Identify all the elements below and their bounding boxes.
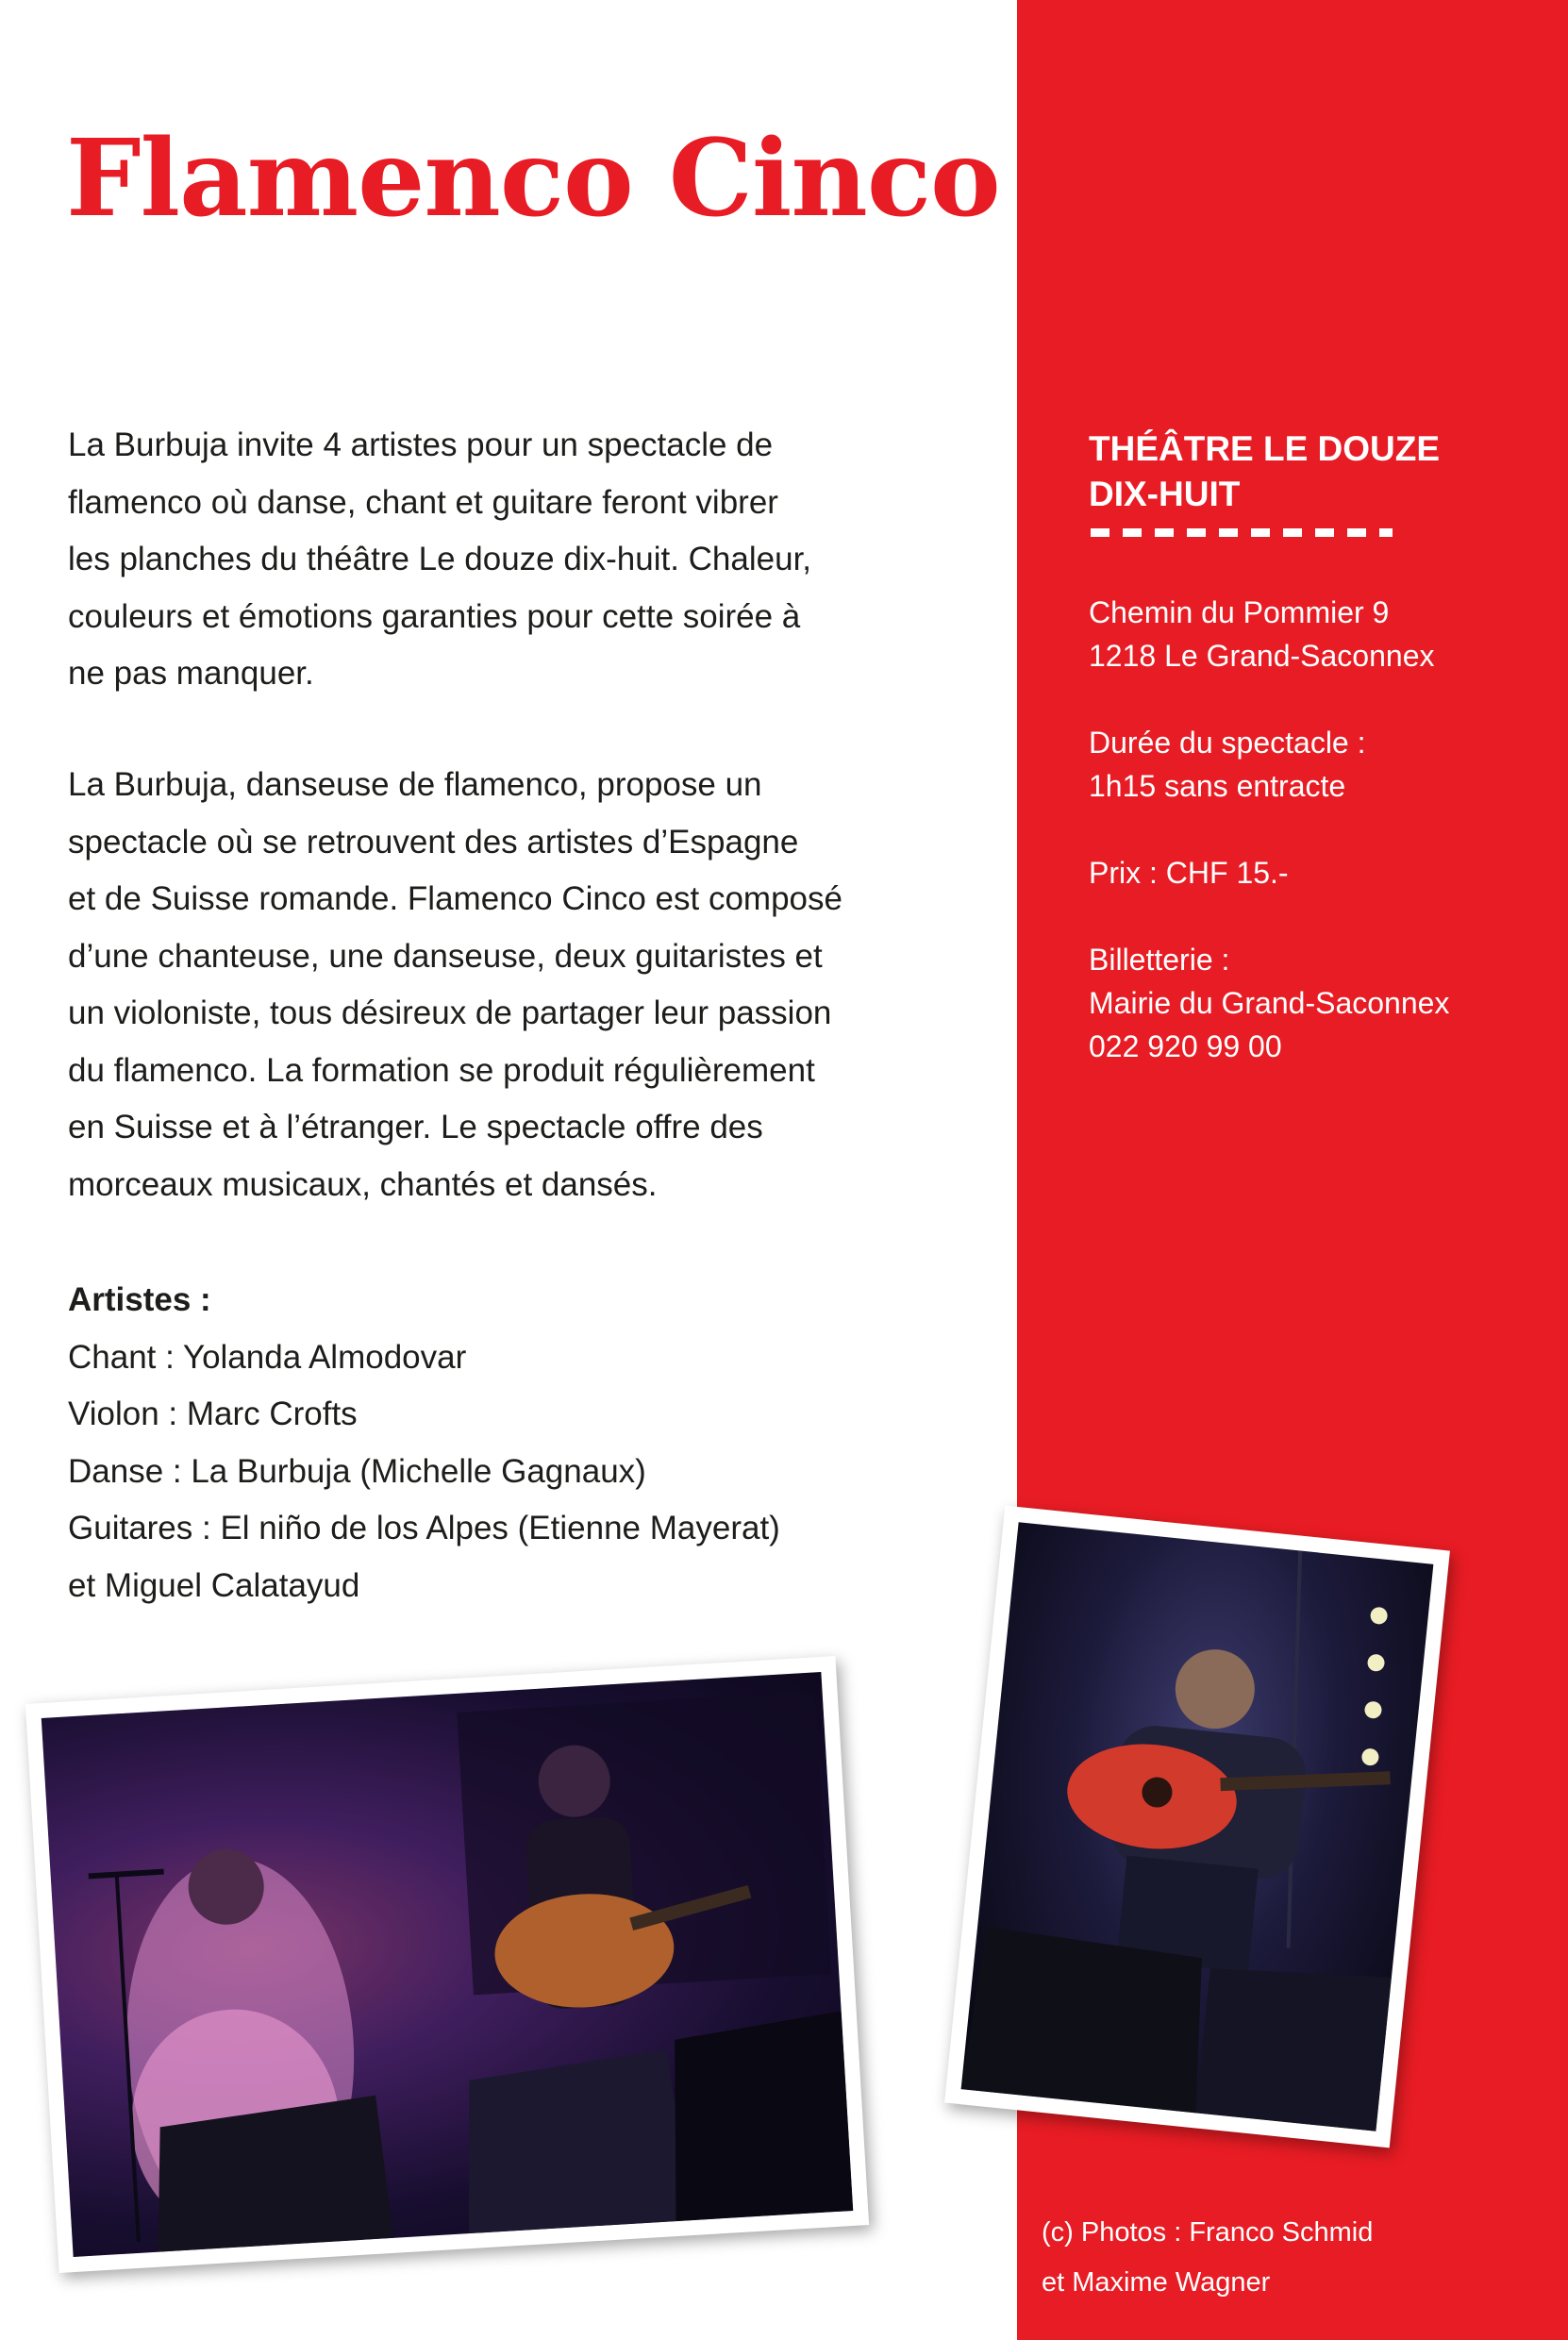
description-paragraph <box>68 757 917 1213</box>
stage-photo-singer-guitarist <box>25 1656 869 2273</box>
description-line: et de Suisse romande. Flamenco Cinco est composé <box>68 880 842 917</box>
venue-address <box>1089 591 1532 677</box>
artist-line: Danse : La Burbuja (Michelle Gagnaux) <box>68 1452 646 1490</box>
artists-heading: Artistes : <box>68 1281 211 1318</box>
photo-image <box>961 1522 1434 2131</box>
artists-list <box>68 1272 917 1614</box>
concert-scene-graphic <box>961 1522 1434 2131</box>
description-line: La Burbuja, danseuse de flamenco, propose un <box>68 766 762 803</box>
venue-title <box>1089 426 1513 517</box>
price-line: Prix : CHF 15.- <box>1089 856 1289 890</box>
ticket-price <box>1089 851 1532 894</box>
address-line: 1218 Le Grand-Saconnex <box>1089 639 1435 673</box>
intro-line: couleurs et émotions garanties pour cette soirée à <box>68 597 801 635</box>
description-line: en Suisse et à l’étranger. Le spectacle offre des <box>68 1109 763 1145</box>
intro-line: La Burbuja invite 4 artistes pour un spectacle de <box>68 426 774 463</box>
credit-line: (c) Photos : Franco Schmid <box>1042 2217 1374 2248</box>
ticket-office <box>1089 938 1532 1068</box>
description-line: du flamenco. La formation se produit régulièrement <box>68 1051 815 1089</box>
description-line: spectacle où se retrouvent des artistes d’Espagne <box>68 823 799 861</box>
intro-paragraph <box>68 417 917 703</box>
artist-line: Violon : Marc Crofts <box>68 1396 358 1432</box>
duration-line: Durée du spectacle : <box>1089 726 1366 760</box>
intro-line: les planches du théâtre Le douze dix-huit. Chaleur, <box>68 541 812 577</box>
venue-title-line: THÉÂTRE LE DOUZE <box>1089 429 1441 468</box>
concert-scene-graphic <box>42 1672 853 2257</box>
page-title: Flamenco Cinco <box>66 117 1000 241</box>
description-line: morceaux musicaux, chantés et dansés. <box>68 1165 658 1203</box>
address-line: Chemin du Pommier 9 <box>1089 595 1390 629</box>
artist-line: Chant : Yolanda Almodovar <box>68 1338 467 1376</box>
venue-title-line: DIX-HUIT <box>1089 475 1241 513</box>
credit-line: et Maxime Wagner <box>1042 2267 1271 2298</box>
description-line: d’une chanteuse, une danseuse, deux guitaristes et <box>68 937 823 975</box>
stage-photo-guitarist <box>944 1506 1450 2148</box>
tickets-line: 022 920 99 00 <box>1089 1029 1282 1063</box>
artist-line: Guitares : El niño de los Alpes (Etienne Mayerat) <box>68 1510 780 1546</box>
tickets-line: Billetterie : <box>1089 943 1230 977</box>
photo-credit <box>1042 2208 1513 2308</box>
tickets-line: Mairie du Grand-Saconnex <box>1089 986 1450 1020</box>
intro-line: ne pas manquer. <box>68 655 314 692</box>
intro-line: flamenco où danse, chant et guitare feront vibrer <box>68 483 778 521</box>
description-line: un violoniste, tous désireux de partager leur passion <box>68 994 832 1031</box>
show-duration <box>1089 721 1532 808</box>
photo-image <box>42 1672 853 2257</box>
artist-line: et Miguel Calatayud <box>68 1566 360 1604</box>
dashed-divider <box>1091 528 1393 537</box>
duration-line: 1h15 sans entracte <box>1089 769 1346 803</box>
